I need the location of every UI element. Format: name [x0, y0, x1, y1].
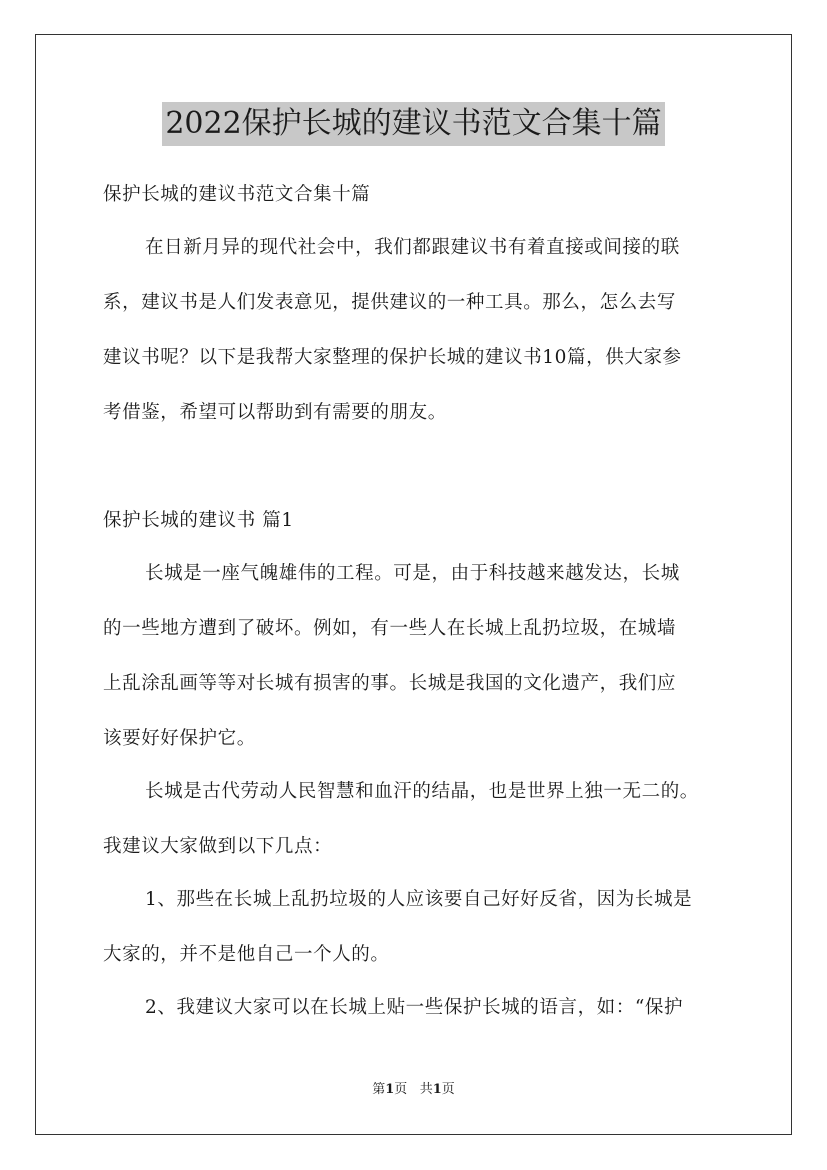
- paragraph-line: 大家的，并不是他自己一个人的。: [103, 944, 390, 965]
- paragraph-line: 系，建议书是人们发表意见，提供建议的一种工具。那么，怎么去写: [103, 292, 677, 313]
- document-title: [0, 100, 827, 146]
- paragraph-line: 在日新月异的现代社会中，我们都跟建议书有着直接或间接的联: [145, 237, 680, 258]
- paragraph-line: 我建议大家做到以下几点：: [103, 836, 333, 857]
- total-label-prefix: 共: [419, 1082, 433, 1097]
- total-label-suffix: 页: [441, 1082, 455, 1097]
- paragraph-line: 建议书呢？以下是我帮大家整理的保护长城的建议书10篇，供大家参: [103, 347, 682, 368]
- paragraph-line: 的一些地方遭到了破坏。例如，有一些人在长城上乱扔垃圾，在城墙: [103, 618, 677, 639]
- paragraph-line: 上乱涂乱画等等对长城有损害的事。长城是我国的文化遗产，我们应: [103, 673, 677, 694]
- paragraph-line: 1、那些在长城上乱扔垃圾的人应该要自己好好反省，因为长城是: [145, 889, 693, 910]
- paragraph-line: 考借鉴，希望可以帮助到有需要的朋友。: [103, 402, 447, 423]
- total-pages: 1: [432, 1082, 442, 1097]
- document-title-text: 2022保护长城的建议书范文合集十篇: [162, 102, 664, 146]
- paragraph-line: 长城是古代劳动人民智慧和血汗的结晶，也是世界上独一无二的。: [145, 781, 699, 802]
- subtitle-line: 保护长城的建议书范文合集十篇: [103, 184, 371, 205]
- paragraph-line: 长城是一座气魄雄伟的工程。可是，由于科技越来越发达，长城: [145, 563, 680, 584]
- page-number: 1: [385, 1082, 395, 1097]
- paragraph-line: 该要好好保护它。: [103, 728, 256, 749]
- page-label-prefix: 第: [372, 1082, 386, 1097]
- page-label-suffix: 页: [394, 1082, 408, 1097]
- page-footer: [0, 1081, 827, 1099]
- paragraph-line: 2、我建议大家可以在长城上贴一些保护长城的语言，如：“保护: [145, 997, 684, 1018]
- section-heading: 保护长城的建议书 篇1: [103, 510, 294, 531]
